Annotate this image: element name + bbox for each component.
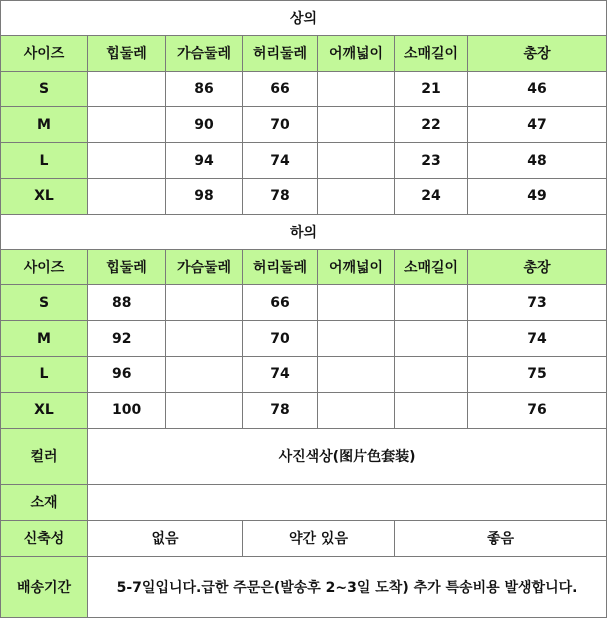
sleeve-cell bbox=[395, 321, 468, 357]
bottom-header-shoulder: 어깨넓이 bbox=[318, 249, 395, 285]
elasticity-option-good: 좋음 bbox=[395, 520, 607, 556]
length-cell: 48 bbox=[468, 143, 607, 179]
shoulder-cell bbox=[318, 321, 395, 357]
top-header-waist: 허리둘레 bbox=[243, 35, 318, 71]
bottom-header-row bbox=[1, 249, 607, 285]
top-section-title-row bbox=[1, 1, 607, 36]
table-row bbox=[1, 71, 607, 107]
chest-cell bbox=[166, 321, 243, 357]
sleeve-cell bbox=[395, 285, 468, 321]
top-header-chest: 가슴둘레 bbox=[166, 35, 243, 71]
chest-cell: 94 bbox=[166, 143, 243, 179]
shoulder-cell bbox=[318, 143, 395, 179]
hip-cell: 96 bbox=[88, 357, 166, 393]
elasticity-option-none: 없음 bbox=[88, 520, 243, 556]
elasticity-label: 신축성 bbox=[1, 520, 88, 556]
bottom-section-title-row bbox=[1, 214, 607, 249]
hip-cell: 88 bbox=[88, 285, 166, 321]
table-row bbox=[1, 321, 607, 357]
size-cell: S bbox=[1, 71, 88, 107]
table-row bbox=[1, 285, 607, 321]
table-row bbox=[1, 357, 607, 393]
bottom-header-waist: 허리둘레 bbox=[243, 249, 318, 285]
waist-cell: 78 bbox=[243, 392, 318, 428]
waist-cell: 66 bbox=[243, 285, 318, 321]
waist-cell: 70 bbox=[243, 107, 318, 143]
shipping-value: 5-7일입니다.급한 주문은(발송후 2~3일 도착) 추가 특송비용 발생합니다. bbox=[88, 556, 607, 617]
shoulder-cell bbox=[318, 107, 395, 143]
length-cell: 75 bbox=[468, 357, 607, 393]
size-cell: XL bbox=[1, 392, 88, 428]
hip-cell bbox=[88, 71, 166, 107]
elasticity-row bbox=[1, 520, 607, 556]
sleeve-cell: 22 bbox=[395, 107, 468, 143]
shoulder-cell bbox=[318, 179, 395, 215]
size-cell: XL bbox=[1, 179, 88, 215]
top-header-size: 사이즈 bbox=[1, 35, 88, 71]
shoulder-cell bbox=[318, 71, 395, 107]
color-label: 컬러 bbox=[1, 428, 88, 484]
sleeve-cell bbox=[395, 392, 468, 428]
color-value: 사진색상(图片色套装) bbox=[88, 428, 607, 484]
top-header-row bbox=[1, 35, 607, 71]
shoulder-cell bbox=[318, 357, 395, 393]
hip-cell bbox=[88, 179, 166, 215]
shoulder-cell bbox=[318, 285, 395, 321]
bottom-header-size: 사이즈 bbox=[1, 249, 88, 285]
size-cell: L bbox=[1, 143, 88, 179]
top-header-sleeve: 소매길이 bbox=[395, 35, 468, 71]
length-cell: 47 bbox=[468, 107, 607, 143]
hip-cell bbox=[88, 107, 166, 143]
size-cell: L bbox=[1, 357, 88, 393]
size-cell: M bbox=[1, 107, 88, 143]
elasticity-option-some: 약간 있음 bbox=[243, 520, 395, 556]
sleeve-cell: 24 bbox=[395, 179, 468, 215]
bottom-header-length: 총장 bbox=[468, 249, 607, 285]
waist-cell: 78 bbox=[243, 179, 318, 215]
table-row bbox=[1, 179, 607, 215]
top-header-shoulder: 어깨넓이 bbox=[318, 35, 395, 71]
chest-cell: 86 bbox=[166, 71, 243, 107]
size-cell: M bbox=[1, 321, 88, 357]
length-cell: 46 bbox=[468, 71, 607, 107]
top-header-hip: 힙둘레 bbox=[88, 35, 166, 71]
hip-cell: 92 bbox=[88, 321, 166, 357]
material-row bbox=[1, 484, 607, 520]
bottom-header-chest: 가슴둘레 bbox=[166, 249, 243, 285]
sleeve-cell: 21 bbox=[395, 71, 468, 107]
material-value bbox=[88, 484, 607, 520]
top-header-length: 총장 bbox=[468, 35, 607, 71]
length-cell: 74 bbox=[468, 321, 607, 357]
color-row bbox=[1, 428, 607, 484]
chest-cell bbox=[166, 285, 243, 321]
chest-cell: 90 bbox=[166, 107, 243, 143]
length-cell: 73 bbox=[468, 285, 607, 321]
bottom-header-sleeve: 소매길이 bbox=[395, 249, 468, 285]
material-label: 소재 bbox=[1, 484, 88, 520]
chest-cell bbox=[166, 392, 243, 428]
chest-cell: 98 bbox=[166, 179, 243, 215]
waist-cell: 66 bbox=[243, 71, 318, 107]
shipping-label: 배송기간 bbox=[1, 556, 88, 617]
bottom-section-title: 하의 bbox=[1, 214, 607, 249]
waist-cell: 70 bbox=[243, 321, 318, 357]
shipping-row bbox=[1, 556, 607, 617]
table-row bbox=[1, 107, 607, 143]
length-cell: 76 bbox=[468, 392, 607, 428]
table-row bbox=[1, 143, 607, 179]
bottom-header-hip: 힙둘레 bbox=[88, 249, 166, 285]
table-row bbox=[1, 392, 607, 428]
chest-cell bbox=[166, 357, 243, 393]
shoulder-cell bbox=[318, 392, 395, 428]
waist-cell: 74 bbox=[243, 357, 318, 393]
waist-cell: 74 bbox=[243, 143, 318, 179]
hip-cell bbox=[88, 143, 166, 179]
length-cell: 49 bbox=[468, 179, 607, 215]
size-cell: S bbox=[1, 285, 88, 321]
sleeve-cell: 23 bbox=[395, 143, 468, 179]
hip-cell: 100 bbox=[88, 392, 166, 428]
sleeve-cell bbox=[395, 357, 468, 393]
top-section-title: 상의 bbox=[1, 1, 607, 36]
